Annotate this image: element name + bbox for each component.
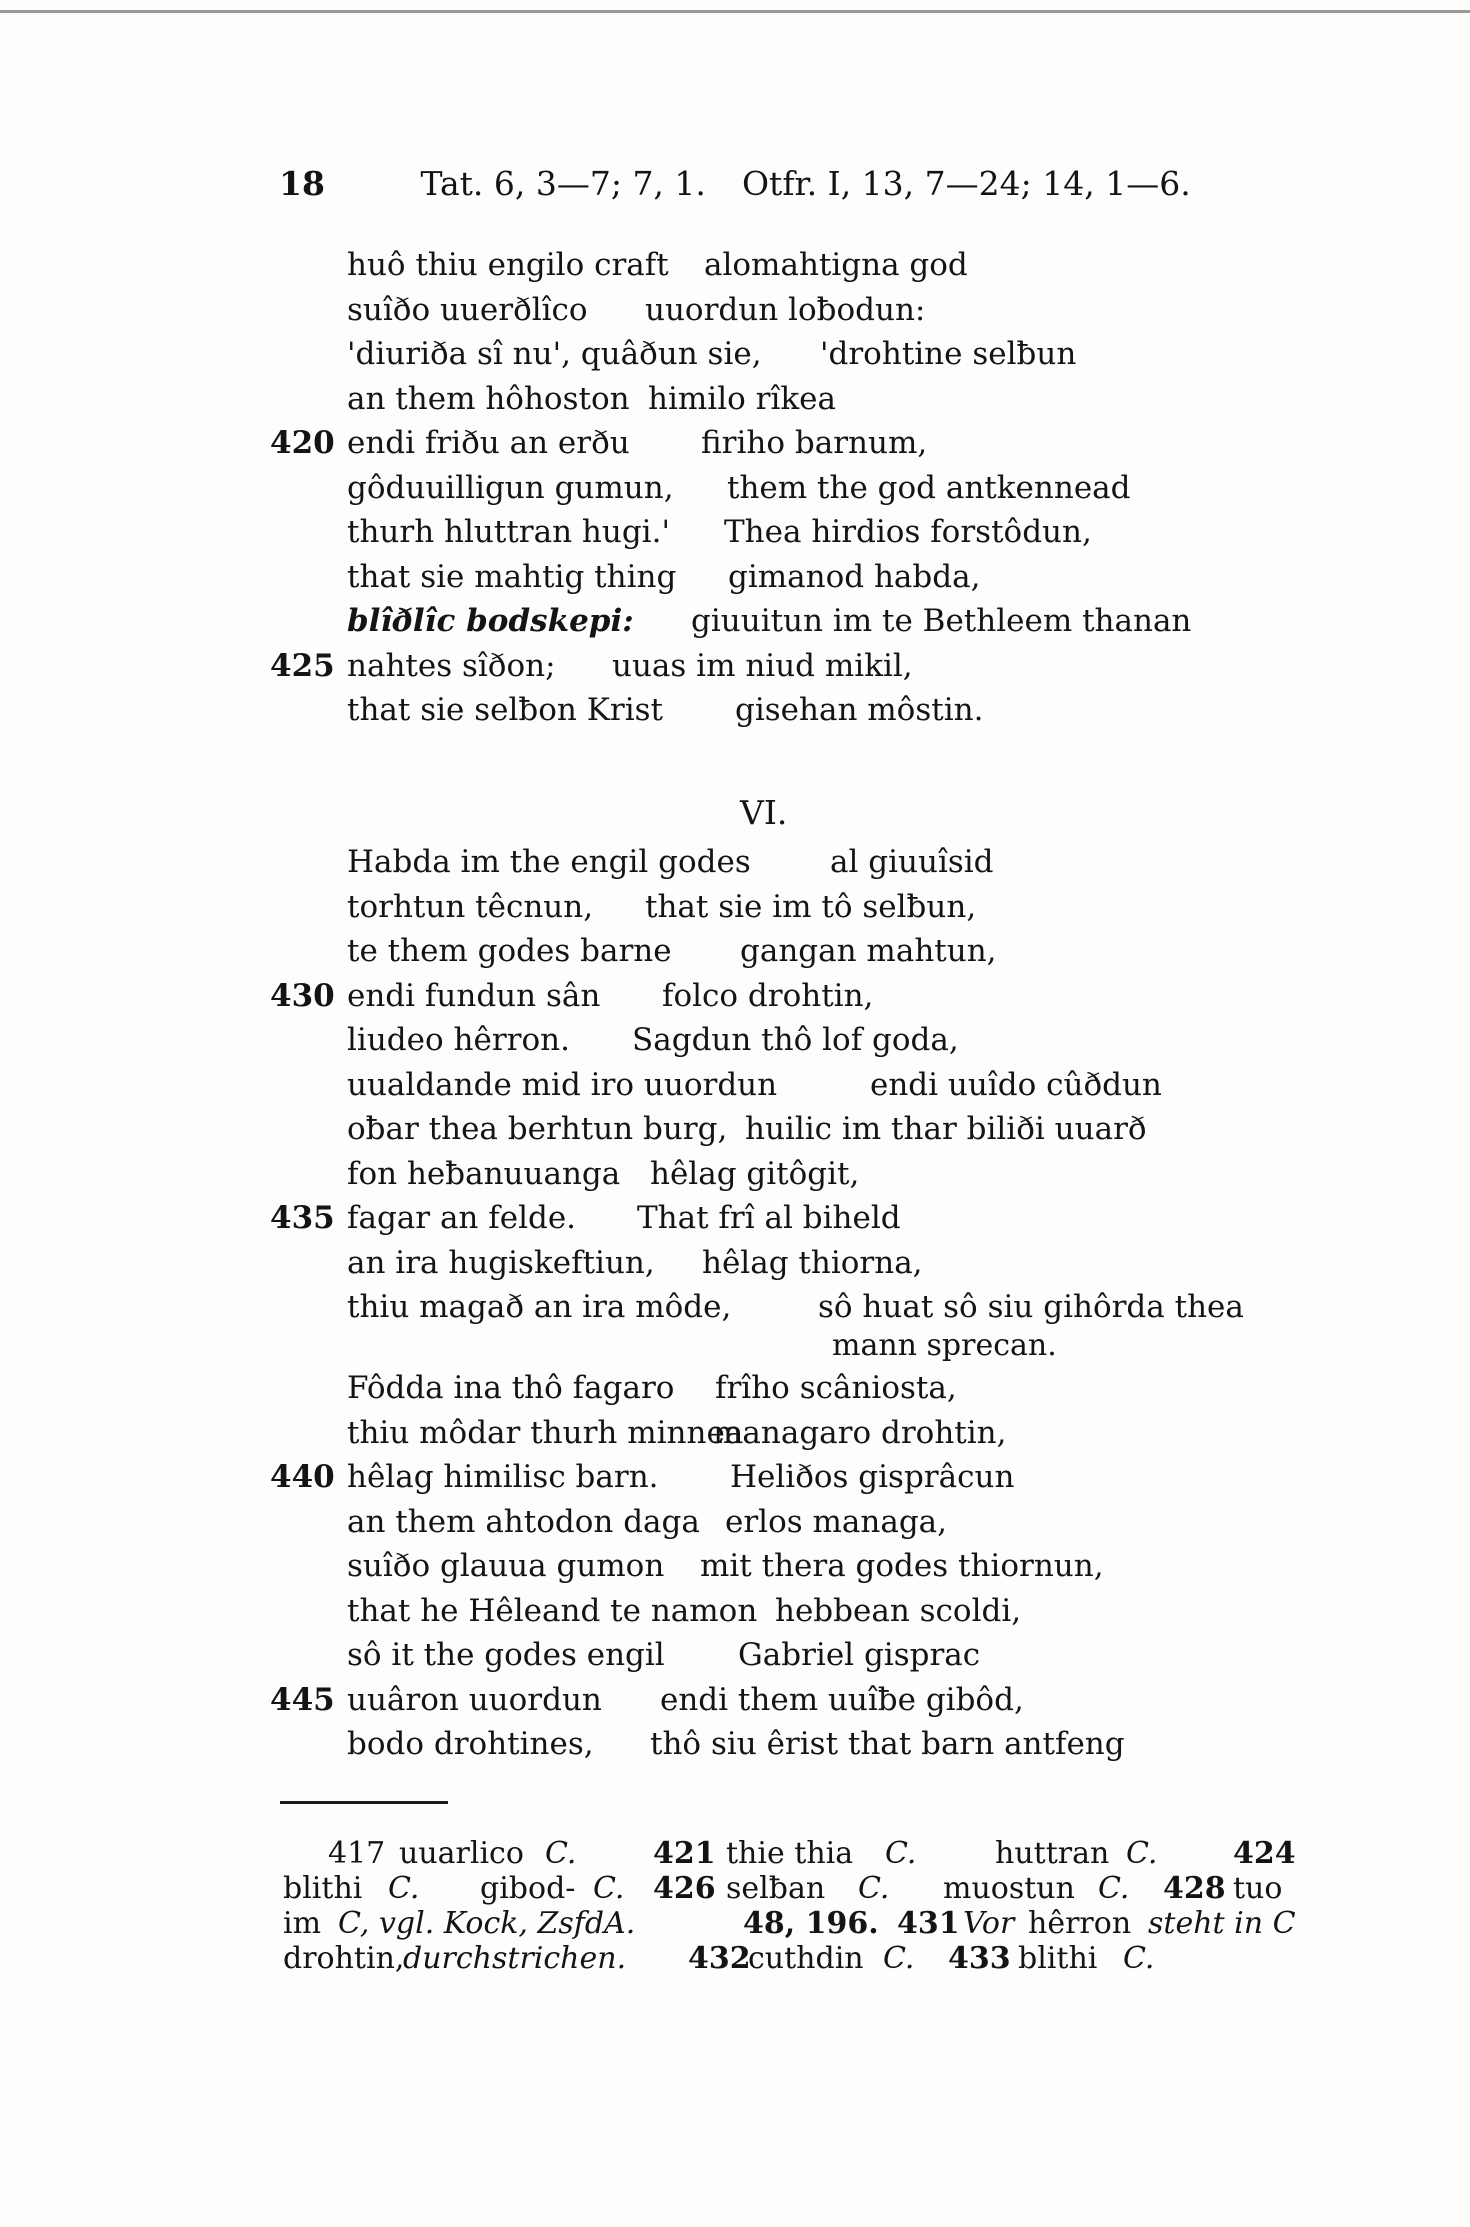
note-variant: thie thia [726, 1836, 854, 1871]
verse-line [270, 1018, 1370, 1063]
verse-a-half: torhtun têcnun, [347, 888, 594, 925]
verse-b-half: that sie im tô selƀun, [645, 888, 977, 925]
note-variant: muostun [943, 1871, 1075, 1906]
note-line-number: 417 [328, 1836, 386, 1871]
top-edge-rule [0, 10, 1470, 13]
line-number: 430 [270, 977, 335, 1014]
note-line-number: 431 [897, 1906, 960, 1941]
verse-b-half: Heliðos gisprâcun [730, 1459, 1015, 1495]
note-line-number: 433 [948, 1941, 1011, 1976]
line-number: 420 [270, 425, 335, 461]
line-number: 445 [270, 1681, 335, 1718]
verse-a-half: thiu magað an ira môde, [347, 1289, 732, 1325]
verse-a-half: te them godes barne [347, 933, 672, 969]
verse-a-half: suîðo uuerðlîco [347, 291, 588, 328]
verse-line [270, 688, 1370, 733]
verse-a-half: bodo drohtines, [347, 1726, 594, 1762]
verse-line [270, 885, 1370, 930]
verse-b-half: endi uuîdo cûðdun [870, 1066, 1162, 1103]
verse-b-half: uuas im niud mikil, [612, 647, 913, 684]
verse-a-half: 'diuriða sî nu', quâðun sie, [347, 336, 762, 372]
verse-a-half: hêlag himilisc barn. [347, 1459, 659, 1495]
note-siglum: C. [883, 1941, 915, 1976]
verse-a-half: that sie selƀon Krist [347, 692, 663, 728]
verse-b-half: mit thera godes thiornun, [700, 1548, 1104, 1584]
verse-b-half: himilo rîkea [648, 380, 836, 417]
verse-line [270, 332, 1370, 377]
verse-b-half: them the god antkennead [727, 469, 1131, 506]
note-variant: huttran [995, 1836, 1110, 1871]
note-siglum: C. [885, 1836, 917, 1871]
verse-b-half: gimanod habda, [728, 558, 981, 595]
note-variant: im [283, 1906, 322, 1941]
verse-b-half: sô huat sô siu gihôrda thea [818, 1289, 1244, 1325]
verse-line [270, 510, 1370, 555]
line-number: 435 [270, 1200, 335, 1236]
verse-b-half: Gabriel gisprac [738, 1637, 981, 1673]
note-variant: tuo [1233, 1871, 1283, 1906]
note-comment: Vor [963, 1906, 1015, 1941]
verse-line [270, 644, 1370, 689]
verse-b-half: gisehan môstin. [735, 692, 984, 728]
verse-a-half: that sie mahtig thing [347, 558, 677, 595]
verse-block-b [270, 840, 1370, 1330]
verse-line [270, 1411, 1370, 1456]
line-number: 425 [270, 647, 335, 684]
verse-a-half: an them hôhoston [347, 380, 630, 417]
verse-line [270, 1678, 1370, 1723]
note-variant: hêrron [1028, 1906, 1132, 1941]
note-line-number: 424 [1233, 1836, 1296, 1871]
verse-a-half: uuâron uuordun [347, 1681, 602, 1718]
note-line-number: 428 [1163, 1871, 1226, 1906]
note-variant: drohtin, [283, 1941, 405, 1976]
note-line-number: 421 [653, 1836, 716, 1871]
note-siglum: C. [858, 1871, 890, 1906]
verse-b-half: Thea hirdios forstôdun, [724, 514, 1092, 550]
verse-line [270, 1366, 1370, 1411]
verse-a-half: an them ahtodon daga [347, 1503, 700, 1540]
verse-line [270, 1152, 1370, 1197]
verse-a-half: thurh hluttran hugi.' [347, 514, 670, 550]
note-variant: cuthdin [748, 1941, 864, 1976]
note-siglum: C. [388, 1871, 420, 1906]
verse-b-half: uuordun loƀodun: [645, 291, 926, 328]
verse-line [270, 1500, 1370, 1545]
verse-line [270, 288, 1370, 333]
apparatus-line [283, 1836, 1296, 1871]
verse-a-half: sô it the godes engil [347, 1637, 665, 1673]
verse-a-half: oƀar thea berhtun burg, [347, 1111, 728, 1147]
verse-a-half: fagar an felde. [347, 1200, 577, 1236]
tatian-reference: Tat. 6, 3—7; 7, 1. [420, 164, 706, 203]
verse-line [270, 1455, 1370, 1500]
verse-b-half: frîho scâniosta, [715, 1370, 957, 1406]
running-header [279, 164, 1191, 204]
verse-line [270, 421, 1370, 466]
verse-a-half: that he Hêleand te namon [347, 1592, 758, 1629]
verse-line [270, 974, 1370, 1019]
note-siglum: C, vgl. Kock, ZsfdA. [338, 1906, 636, 1941]
verse-b-half: erlos managa, [725, 1503, 948, 1540]
verse-continuation: mann sprecan. [832, 1328, 1057, 1363]
verse-line [270, 599, 1370, 644]
verse-b-half: thô siu êrist that barn antfeng [650, 1726, 1125, 1762]
verse-line [270, 840, 1370, 885]
verse-a-half: fon heƀanuuanga [347, 1155, 621, 1192]
verse-b-half: hebbean scoldi, [775, 1592, 1022, 1629]
verse-b-half: 'drohtine selƀun [820, 336, 1077, 372]
verse-b-half: folco drohtin, [662, 977, 874, 1014]
note-siglum: C. [545, 1836, 577, 1871]
verse-b-half: huilic im thar biliði uuarð [745, 1111, 1147, 1147]
verse-line [270, 1633, 1370, 1678]
verse-line [270, 1589, 1370, 1634]
verse-b-half: managaro drohtin, [713, 1414, 1007, 1451]
verse-a-half: an ira hugiskeftiun, [347, 1244, 655, 1281]
note-comment: durchstrichen. [403, 1941, 627, 1976]
note-line-number: 426 [653, 1871, 716, 1906]
verse-line [270, 1063, 1370, 1108]
otfrid-reference: Otfr. I, 13, 7—24; 14, 1—6. [742, 164, 1191, 203]
apparatus-line [283, 1941, 1293, 1976]
verse-a-half: suîðo glauua gumon [347, 1548, 665, 1584]
note-variant: selƀan [726, 1871, 826, 1906]
line-number: 440 [270, 1459, 335, 1495]
note-variant: gibod- [480, 1871, 576, 1906]
verse-line [270, 243, 1370, 288]
note-siglum: C. [593, 1871, 625, 1906]
verse-a-half: Fôdda ina thô fagaro [347, 1370, 675, 1406]
verse-line [270, 466, 1370, 511]
verse-line [270, 555, 1370, 600]
note-reference: 48, 196. [743, 1906, 879, 1941]
verse-line [270, 1196, 1370, 1241]
note-siglum: C. [1098, 1871, 1130, 1906]
note-variant: blithi [1018, 1941, 1098, 1976]
verse-a-half: huô thiu engilo craft [347, 247, 669, 283]
verse-line [270, 1544, 1370, 1589]
verse-b-half: giuuitun im te Bethleem thanan [691, 603, 1192, 639]
verse-a-half: blîðlîc bodskepi: [347, 603, 634, 639]
verse-b-half: endi them uuîƀe gibôd, [660, 1681, 1024, 1718]
verse-b-half: hêlag gitôgit, [650, 1155, 860, 1192]
verse-line [270, 377, 1370, 422]
note-line-number: 432 [688, 1941, 751, 1976]
verse-a-half: endi fundun sân [347, 977, 601, 1014]
verse-a-half: liudeo hêrron. [347, 1022, 570, 1058]
critical-apparatus [283, 1836, 1296, 1976]
verse-a-half: nahtes sîðon; [347, 647, 556, 684]
verse-a-half: Habda im the engil godes [347, 844, 751, 880]
verse-a-half: thiu môdar thurh minnea [347, 1414, 744, 1451]
note-variant: blithi [283, 1871, 363, 1906]
section-title: VI. [740, 793, 788, 832]
page-number: 18 [279, 164, 325, 203]
verse-block-c [270, 1366, 1370, 1767]
verse-b-half: That frî al biheld [637, 1200, 901, 1236]
note-siglum: C. [1126, 1836, 1158, 1871]
verse-line [270, 1722, 1370, 1767]
verse-b-half: Sagdun thô lof goda, [632, 1022, 959, 1058]
verse-a-half: gôduuilligun gumun, [347, 469, 674, 506]
verse-b-half: alomahtigna god [704, 247, 968, 283]
verse-b-half: gangan mahtun, [740, 933, 997, 969]
note-siglum: C. [1123, 1941, 1155, 1976]
verse-a-half: endi friðu an erðu [347, 425, 630, 461]
verse-b-half: hêlag thiorna, [702, 1244, 923, 1281]
verse-line [270, 929, 1370, 974]
verse-line [270, 1241, 1370, 1286]
verse-line [270, 1107, 1370, 1152]
apparatus-line [283, 1906, 1296, 1941]
verse-b-half: al giuuîsid [830, 844, 994, 880]
apparatus-line [283, 1871, 1293, 1906]
note-variant: uuarlico [399, 1836, 524, 1871]
verse-block-a [270, 243, 1370, 733]
verse-b-half: firiho barnum, [701, 425, 928, 461]
verse-a-half: uualdande mid iro uuordun [347, 1066, 778, 1103]
footnote-rule [280, 1801, 448, 1804]
note-comment: steht in C [1148, 1906, 1296, 1941]
verse-line [270, 1285, 1370, 1330]
